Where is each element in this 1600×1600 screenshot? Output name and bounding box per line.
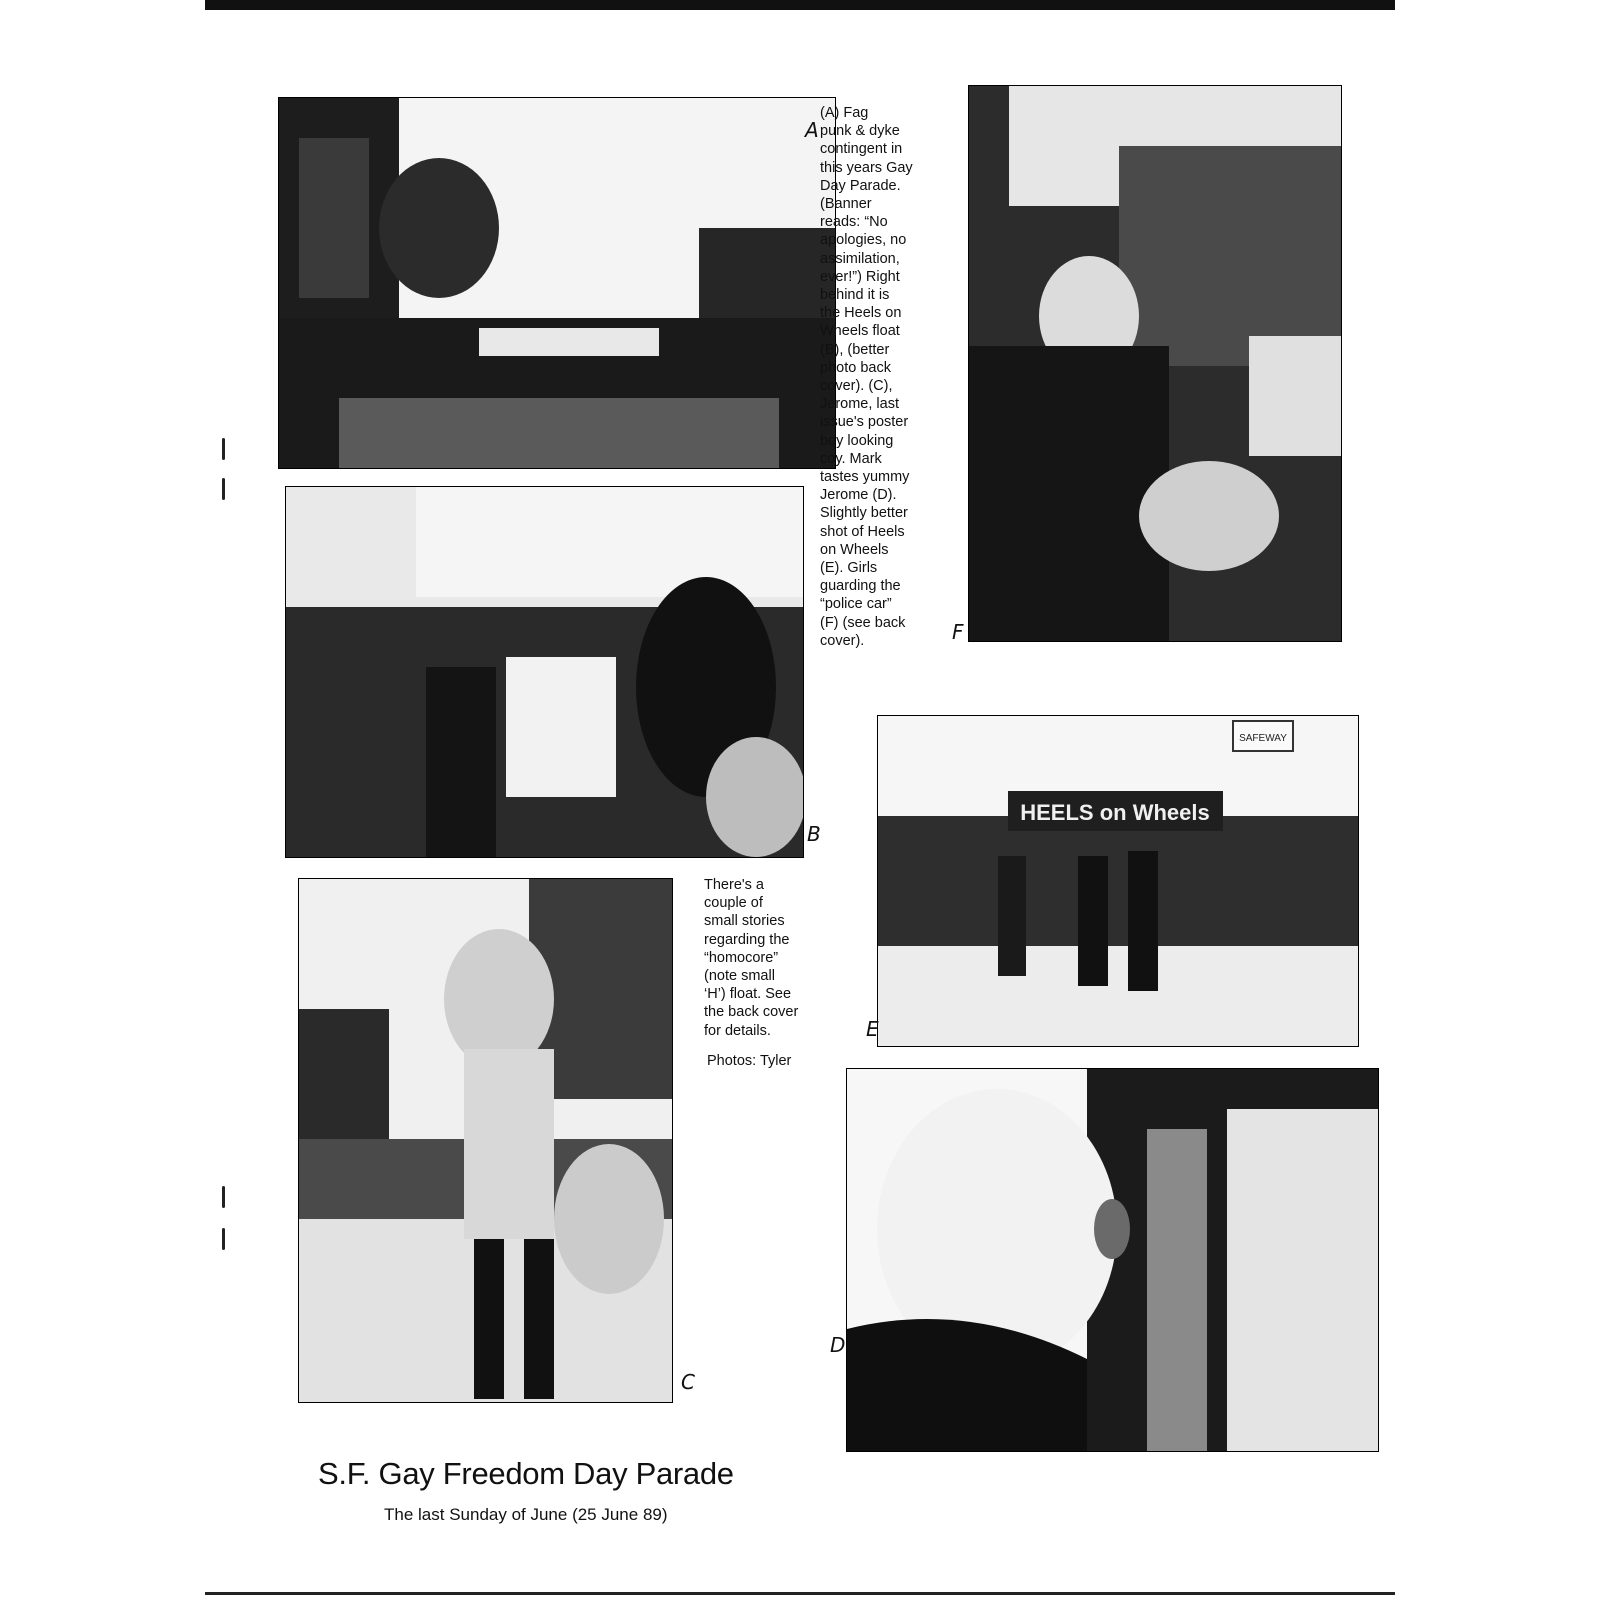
photo-b — [285, 486, 804, 858]
photo-e-banner: HEELS on Wheels — [1020, 800, 1210, 825]
caption-secondary-line: the back cover — [704, 1004, 799, 1021]
caption-main-line: (A) Fag — [820, 105, 869, 121]
top-rule — [205, 0, 1395, 10]
bottom-rule — [205, 1592, 1395, 1595]
caption-main-line: ever!”) Right — [820, 268, 900, 285]
caption-main-line: contingent in — [820, 141, 903, 158]
photo-d — [846, 1068, 1379, 1452]
caption-main-line: this years Gay — [820, 159, 913, 176]
caption-main-line: “police car” — [820, 596, 892, 613]
caption-secondary-line: “homocore” — [704, 949, 779, 966]
photo-e — [877, 715, 1359, 1047]
caption-main-line: shot of Heels — [820, 523, 905, 540]
photo-a-letter: A — [805, 118, 819, 142]
photo-e-sign: SAFEWAY — [1239, 733, 1287, 744]
caption-main-line: (Banner — [820, 196, 872, 213]
page-title: S.F. Gay Freedom Day Parade — [318, 1456, 734, 1491]
caption-main-line: issue's poster — [820, 414, 909, 431]
caption-main — [820, 104, 913, 650]
caption-secondary-line: There's a — [704, 877, 764, 893]
caption-secondary-line: ‘H’) float. See — [704, 986, 792, 1003]
margin-mark — [222, 438, 225, 460]
caption-main-line: (F) (see back — [820, 614, 906, 631]
caption-main-line: assimilation, — [820, 250, 900, 267]
caption-main-line: (E). Girls — [820, 560, 878, 577]
caption-secondary-line: couple of — [704, 895, 763, 912]
caption-main-line: Wheels float — [820, 323, 900, 340]
caption-main-line: on Wheels — [820, 541, 889, 558]
caption-secondary-line: regarding the — [704, 931, 790, 948]
photo-f — [968, 85, 1342, 642]
caption-main-line: guarding the — [820, 578, 901, 595]
caption-main-line: photo back — [820, 359, 891, 376]
caption-secondary-line: (note small — [704, 968, 775, 985]
caption-secondary-line: for details. — [704, 1022, 771, 1039]
caption-main-line: tastes yummy — [820, 469, 910, 486]
margin-mark — [222, 1186, 225, 1208]
caption-main-line: cover). — [820, 632, 865, 649]
photo-credit: Photos: Tyler — [707, 1053, 792, 1069]
photo-d-letter: D — [830, 1333, 846, 1357]
photo-c-letter: C — [681, 1370, 695, 1394]
margin-mark — [222, 1228, 225, 1250]
caption-main-line: Jerome, last — [820, 396, 899, 413]
caption-main-line: Jerome (D). — [820, 487, 897, 504]
caption-main-line: behind it is — [820, 287, 890, 304]
caption-main-line: Slightly better — [820, 505, 908, 522]
page-subtitle: The last Sunday of June (25 June 89) — [384, 1505, 668, 1524]
caption-main-line: boy looking — [820, 432, 894, 449]
caption-secondary-line: small stories — [704, 913, 785, 930]
caption-main-line: reads: “No — [820, 214, 888, 231]
photo-c — [298, 878, 673, 1403]
photo-f-letter: F — [952, 620, 964, 644]
caption-secondary — [704, 876, 798, 1040]
photo-e-letter: E — [866, 1017, 879, 1041]
caption-main-line: cover). (C), — [820, 378, 893, 395]
caption-main-line: the Heels on — [820, 305, 902, 322]
caption-main-line: Day Parade. — [820, 177, 901, 194]
caption-main-line: coy. Mark — [820, 450, 882, 467]
caption-main-line: punk & dyke — [820, 123, 900, 140]
caption-main-line: (B), (better — [820, 341, 890, 358]
margin-mark — [222, 478, 225, 500]
caption-main-line: apologies, no — [820, 232, 907, 249]
photo-a — [278, 97, 836, 469]
photo-b-letter: B — [807, 822, 821, 846]
